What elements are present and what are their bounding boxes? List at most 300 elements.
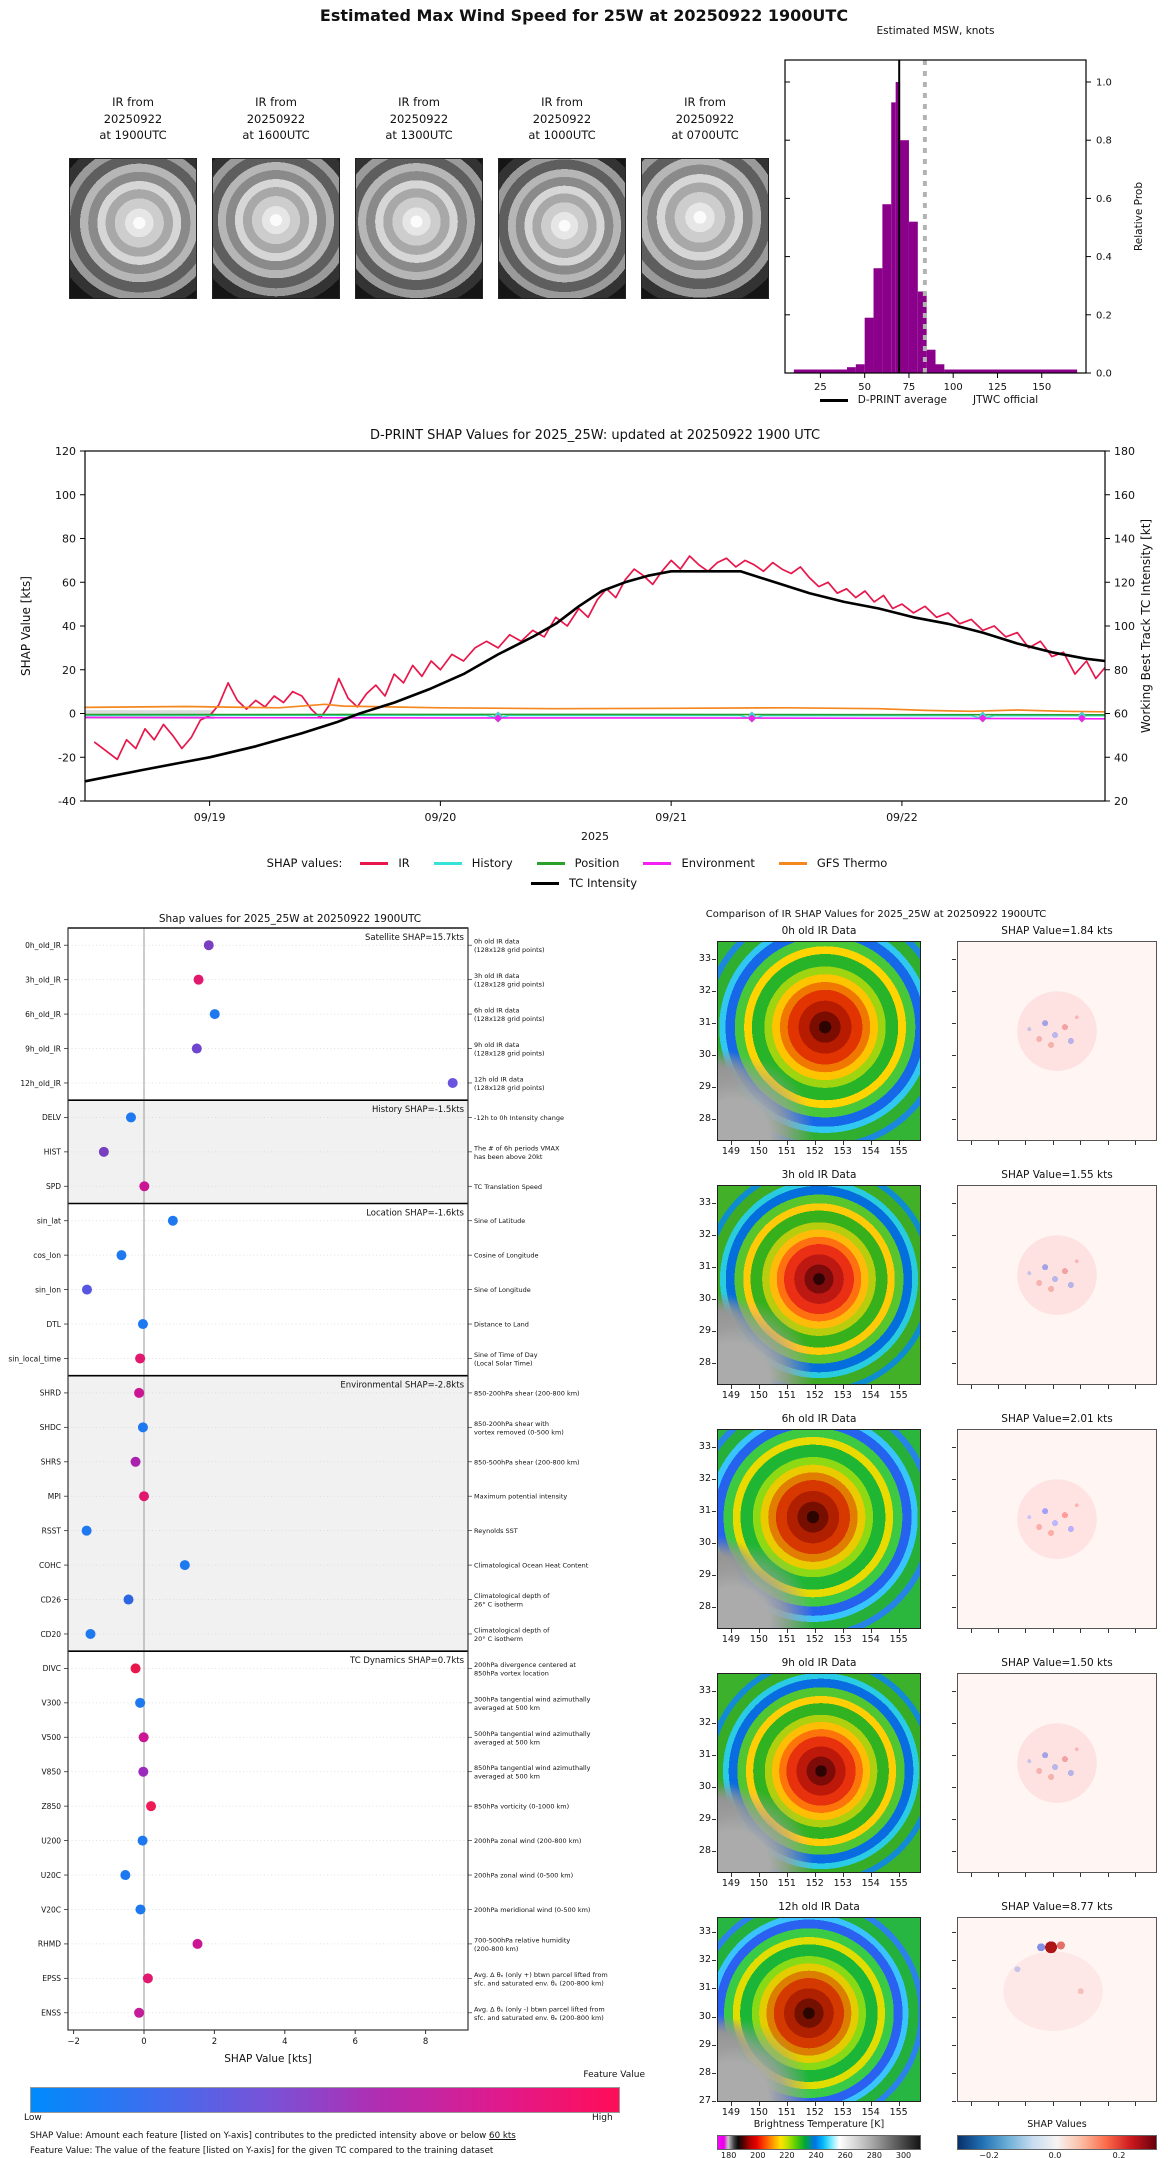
shap-dot (143, 1973, 153, 1983)
feature-description: Avg. Δ θₑ (only +) btwn parcel lifted from (474, 1970, 608, 1979)
shap-lat-tick (952, 1119, 956, 1120)
lat-tick-label: 32 (698, 1472, 711, 1484)
shap-value-footnote-underline: 60 kts (489, 2131, 516, 2141)
x-tick-label: 0 (141, 2037, 147, 2047)
ir-thumbnail-caption-line: at 1900UTC (99, 128, 167, 143)
lat-tick-label: 33 (698, 1684, 711, 1696)
legend-line-sample (434, 862, 462, 865)
shap-dot (448, 1078, 458, 1088)
lat-tick-label: 30 (698, 1292, 711, 1304)
y-tick-label-left: 80 (62, 532, 76, 546)
feature-description: 3h old IR data (474, 972, 520, 981)
feature-label: SPD (45, 1182, 61, 1192)
legend-label: Environment (681, 856, 755, 870)
lon-tick-label: 155 (889, 1146, 908, 1157)
feature-description: (Local Solar Time) (474, 1359, 533, 1368)
shap-lon-tick (1025, 1385, 1026, 1389)
lon-tick (899, 2102, 900, 2106)
feature-label: HIST (43, 1147, 61, 1157)
group-band (68, 1376, 468, 1652)
lon-tick-label: 149 (721, 1390, 741, 1401)
feature-label: U200 (41, 1836, 61, 1846)
y-tick-label-left: -20 (58, 751, 76, 765)
lat-tick (712, 1203, 716, 1204)
ir-data-title: 12h old IR Data (778, 1901, 860, 1913)
shap-lat-tick (952, 1203, 956, 1204)
lon-tick (843, 2102, 844, 2106)
lat-tick-label: 28 (698, 1356, 711, 1368)
y-tick-label: 1.0 (1096, 77, 1112, 89)
lat-tick-label: 31 (698, 1504, 711, 1516)
feature-description: 12h old IR data (474, 1075, 524, 1084)
y-axis-label-right: Working Best Track TC Intensity [kt] (1139, 518, 1153, 734)
feature-description: 700-500hPa relative humidity (474, 1936, 571, 1945)
ir-data-map (717, 1185, 921, 1385)
bt-colorbar (717, 2135, 921, 2150)
feature-description: Cosine of Longitude (474, 1251, 539, 1260)
x-tick-label: 150 (1032, 382, 1052, 393)
lon-tick-label: 154 (861, 1878, 880, 1889)
lon-tick-label: 151 (777, 1878, 796, 1889)
lat-tick (712, 1267, 716, 1268)
y-tick-label-left: -40 (58, 795, 76, 808)
shap-dot (138, 1836, 148, 1846)
ir-data-title: 6h old IR Data (781, 1413, 857, 1425)
ir-thumbnail-caption-line: 20250922 (532, 111, 592, 126)
y-tick-label-right: 20 (1114, 795, 1128, 808)
legend-label: GFS Thermo (816, 856, 888, 870)
group-header: Location SHAP=-1.6kts (366, 1208, 464, 1219)
shap-lat-tick (952, 1932, 956, 1933)
feature-description: (128x128 grid points) (474, 1049, 545, 1058)
feature-description: 850hPa vorticity (0-1000 km) (474, 1802, 570, 1811)
lat-tick (712, 1575, 716, 1576)
shap-dot (210, 1009, 220, 1019)
feature-label: MPI (47, 1492, 61, 1502)
shap-lon-tick (1080, 1873, 1081, 1877)
ir-thumbnail-caption-line: at 0700UTC (671, 128, 739, 143)
shap-value-map (957, 1429, 1157, 1629)
shap-dot (120, 1870, 130, 1880)
lat-tick-label: 28 (698, 1600, 711, 1612)
feature-value-colorbar (30, 2087, 620, 2113)
ir-data-map (717, 1917, 921, 2102)
ir-thumbnail-caption-line: IR from (541, 95, 583, 109)
group-header: Satellite SHAP=15.7kts (365, 933, 464, 943)
feature-description: (200-800 km) (474, 1944, 519, 1953)
lon-tick-label: 153 (833, 1390, 852, 1401)
lat-tick-label: 29 (698, 1568, 711, 1580)
lon-tick (871, 1385, 872, 1389)
lon-tick (787, 1385, 788, 1389)
lat-tick (712, 2017, 716, 2018)
lon-tick-label: 151 (777, 1634, 796, 1645)
shap-timeseries-chart (0, 425, 1168, 855)
lat-tick-label: 30 (698, 2010, 711, 2022)
shap-lon-tick (971, 1385, 972, 1389)
y-tick-label-left: 20 (62, 663, 76, 677)
shap-lon-tick (971, 1873, 972, 1877)
lat-tick (712, 1543, 716, 1544)
shap-dot (192, 1044, 202, 1054)
lat-tick-label: 32 (698, 1228, 711, 1240)
shap-lat-tick (952, 1447, 956, 1448)
ir-thumbnail (498, 94, 626, 299)
feature-label: DTL (46, 1319, 61, 1329)
y-tick-label-right: 160 (1114, 488, 1135, 502)
lon-tick (815, 1873, 816, 1877)
shap-colorbar-label: SHAP Values (1027, 2119, 1087, 2130)
shap-lon-tick (1135, 1629, 1136, 1633)
lon-tick-label: 152 (805, 1146, 824, 1157)
shap-dot (85, 1629, 95, 1639)
shap-map-title: SHAP Value=1.50 kts (1001, 1657, 1113, 1669)
shap-dot (131, 1663, 141, 1673)
ir-satellite-image (212, 158, 340, 299)
ir-thumbnail-caption-line: 20250922 (675, 111, 735, 126)
lon-tick (843, 1141, 844, 1145)
feature-description: 850hPa vortex location (474, 1669, 549, 1678)
lat-tick-label: 28 (698, 1112, 711, 1124)
bt-tick-label: 180 (721, 2151, 737, 2158)
lon-tick-label: 153 (833, 1878, 852, 1889)
lon-tick-label: 155 (889, 1390, 908, 1401)
feature-description: TC Translation Speed (474, 1182, 543, 1191)
shap-lon-tick (1135, 1385, 1136, 1389)
shap-lat-tick (952, 1087, 956, 1088)
lat-tick-label: 32 (698, 984, 711, 996)
lon-tick (731, 1141, 732, 1145)
feature-description: Climatological Ocean Heat Content (474, 1561, 589, 1570)
legend-label: History (471, 856, 513, 870)
shap-map-title: SHAP Value=2.01 kts (1001, 1413, 1113, 1425)
lat-tick (712, 1511, 716, 1512)
feature-label: CD20 (40, 1629, 61, 1639)
shap-lat-tick (952, 1723, 956, 1724)
x-tick-label: 125 (987, 382, 1008, 393)
shap-lon-tick (1108, 1141, 1109, 1145)
shap-lon-tick (1080, 1385, 1081, 1389)
feature-description: Sine of Latitude (474, 1217, 526, 1226)
shap-lat-tick (952, 2073, 956, 2074)
lon-tick (787, 1629, 788, 1633)
ir-thumbnail-caption-line: IR from (684, 95, 726, 109)
x-tick-label: 8 (422, 2037, 429, 2047)
shap-lat-tick (952, 1607, 956, 1608)
shap-lat-tick (952, 1363, 956, 1364)
shap-value-map (957, 1185, 1157, 1385)
feature-label: cos_lon (33, 1250, 61, 1260)
feature-description: has been above 20kt (474, 1152, 543, 1161)
feature-value-footnote: Feature Value: The value of the feature [listed on Y-axis] for the given TC compared to the training dataset (30, 2146, 494, 2156)
shap-lon-tick (1025, 2102, 1026, 2106)
ir-thumbnail-caption-line: 20250922 (246, 111, 306, 126)
shap-lon-tick (1053, 1629, 1054, 1633)
feature-description: 300hPa tangential wind azimuthally (474, 1695, 591, 1704)
lat-tick (712, 1787, 716, 1788)
lat-tick (712, 1331, 716, 1332)
y-tick-label-right: 80 (1114, 663, 1128, 677)
shap-lon-tick (1080, 1629, 1081, 1633)
lat-tick (712, 1819, 716, 1820)
lon-tick (731, 1629, 732, 1633)
shap-lon-tick (1025, 1629, 1026, 1633)
lon-tick (871, 1629, 872, 1633)
lon-tick-label: 149 (721, 1146, 741, 1157)
lon-tick (759, 1629, 760, 1633)
feature-description: Climatological depth of (474, 1592, 550, 1601)
shap-lon-tick (1025, 1873, 1026, 1877)
shap-dotplot-chart (0, 908, 660, 2078)
feature-description: Sine of Time of Day (474, 1350, 538, 1359)
lat-tick (712, 1851, 716, 1852)
lon-tick (815, 1629, 816, 1633)
feature-description: -12h to 0h Intensity change (474, 1113, 564, 1122)
shap-dot (139, 1491, 149, 1501)
feature-label: Z850 (41, 1801, 61, 1811)
feature-label: V20C (41, 1905, 61, 1915)
feature-label: sin_lat (36, 1216, 61, 1226)
y-tick-label-left: 100 (55, 488, 76, 502)
lon-tick (843, 1873, 844, 1877)
lon-tick-label: 153 (833, 1634, 852, 1645)
y-tick-label: 0.8 (1096, 135, 1112, 147)
ir-thumbnail-caption (69, 94, 197, 146)
x-tick-label: 09/22 (886, 811, 918, 824)
y-tick-label-left: 0 (69, 707, 76, 721)
feature-description: Distance to Land (474, 1320, 529, 1329)
shap-lon-tick (971, 1141, 972, 1145)
feature-description: 850hPa tangential wind azimuthally (474, 1764, 591, 1773)
feature-label: COHC (38, 1560, 61, 1570)
page-title: Estimated Max Wind Speed for 25W at 20250922 1900UTC (319, 6, 849, 25)
hist-bar (865, 318, 874, 373)
ir-thumbnail-caption-line: at 1600UTC (242, 128, 310, 143)
shap-dot (99, 1147, 109, 1157)
lon-tick-label: 155 (889, 1878, 908, 1889)
bt-tick-label: 260 (837, 2151, 853, 2158)
lon-tick (759, 1873, 760, 1877)
lon-tick (787, 2102, 788, 2106)
hist-frame (785, 60, 1086, 373)
lat-tick (712, 1235, 716, 1236)
shap-dot (146, 1801, 156, 1811)
shap-lon-tick (1135, 2102, 1136, 2106)
x-tick-label: 2 (211, 2037, 218, 2047)
x-axis-label: 2025 (581, 830, 609, 843)
shap-lat-tick (952, 1575, 956, 1576)
lat-tick-label: 29 (698, 1812, 711, 1824)
ir-satellite-image (498, 158, 626, 299)
lon-tick-label: 150 (749, 1878, 768, 1889)
hist-bar (900, 140, 909, 373)
shap-lat-tick (952, 959, 956, 960)
lat-tick-label: 30 (698, 1048, 711, 1060)
ir-data-title: 0h old IR Data (781, 925, 857, 937)
y-tick-label: 0.4 (1096, 252, 1112, 264)
x-tick-label: 09/19 (193, 811, 226, 824)
lat-tick (712, 1447, 716, 1448)
feature-description: 200hPa meridional wind (0-500 km) (474, 1905, 591, 1914)
lat-tick (712, 1691, 716, 1692)
lat-tick (712, 1479, 716, 1480)
lon-tick (899, 1141, 900, 1145)
ir-thumbnail-caption-line: 20250922 (389, 111, 449, 126)
feature-label: SHRS (40, 1457, 61, 1467)
lon-tick-label: 154 (861, 1146, 880, 1157)
feature-label: 3h_old_IR (25, 975, 61, 985)
shap-lat-tick (952, 1691, 956, 1692)
shap-dot (124, 1595, 134, 1605)
x-tick-label: 09/21 (655, 811, 688, 824)
shap-dot (194, 975, 204, 985)
y-tick-label-left: 40 (62, 620, 76, 633)
lon-tick-label: 150 (749, 1634, 768, 1645)
lon-tick-label: 154 (861, 1634, 880, 1645)
feature-label: sin_lon (35, 1285, 61, 1295)
feature-description: 850-500hPa shear (200-800 km) (474, 1458, 580, 1467)
hist-bar (856, 364, 865, 373)
lon-tick-label: 149 (721, 2107, 741, 2118)
feature-description: Climatological depth of (474, 1626, 550, 1635)
shap-lon-tick (998, 1629, 999, 1633)
hist-bar (882, 204, 891, 373)
legend-label: D-PRINT average (857, 394, 947, 406)
feature-label: U20C (40, 1870, 61, 1880)
shap-dot (138, 1767, 148, 1777)
feature-label: 9h_old_IR (25, 1044, 61, 1054)
feature-label: DIVC (42, 1664, 61, 1674)
bt-colorbar-label: Brightness Temperature [K] (753, 2119, 885, 2130)
hist-bar (936, 364, 945, 373)
lon-tick-label: 151 (777, 1390, 796, 1401)
shap-dot (193, 1939, 203, 1949)
shap-lon-tick (1053, 2102, 1054, 2106)
shap-value-map (957, 1917, 1157, 2102)
lon-tick (731, 1873, 732, 1877)
shap-lon-tick (1053, 1873, 1054, 1877)
shap-lat-tick (952, 2017, 956, 2018)
lon-tick (871, 1141, 872, 1145)
lon-tick (787, 1141, 788, 1145)
shap-lat-tick (952, 1511, 956, 1512)
shap-lat-tick (952, 1055, 956, 1056)
lat-tick-label: 30 (698, 1780, 711, 1792)
lat-tick-label: 33 (698, 952, 711, 964)
lon-tick (731, 1385, 732, 1389)
bt-tick-label: 280 (866, 2151, 882, 2158)
shap-lat-tick (952, 1023, 956, 1024)
hist-bar (847, 367, 856, 373)
lon-tick-label: 153 (833, 2107, 852, 2118)
feature-label: SHDC (39, 1423, 61, 1433)
lon-tick (759, 1141, 760, 1145)
y-tick-label: 0.2 (1096, 310, 1112, 322)
shap-lon-tick (1135, 1141, 1136, 1145)
shap-lon-tick (1053, 1385, 1054, 1389)
lat-tick (712, 991, 716, 992)
ir-thumbnail-caption (498, 94, 626, 146)
lon-tick-label: 154 (861, 2107, 880, 2118)
lon-tick (787, 1873, 788, 1877)
shap-map-title: SHAP Value=1.84 kts (1001, 925, 1113, 937)
shap-lat-tick (952, 991, 956, 992)
lon-tick-label: 153 (833, 1146, 852, 1157)
ir-comparison-panel (584, 905, 1168, 2158)
shap-lon-tick (971, 1629, 972, 1633)
feature-description: 26° C isotherm (474, 1600, 523, 1609)
lon-tick (815, 1385, 816, 1389)
lat-tick-label: 31 (698, 1982, 711, 1994)
timeseries-title: D-PRINT SHAP Values for 2025_25W: updated at 20250922 1900 UTC (369, 428, 821, 443)
lat-tick (712, 1087, 716, 1088)
lat-tick-label: 30 (698, 1536, 711, 1548)
x-axis-label: SHAP Value [kts] (224, 2053, 312, 2065)
lat-tick-label: 29 (698, 1324, 711, 1336)
lon-tick-label: 150 (749, 2107, 768, 2118)
shap-timeseries-legend (0, 856, 1168, 890)
feature-description: (128x128 grid points) (474, 1083, 545, 1092)
feature-value-colorbar-label: Feature Value (583, 2070, 645, 2080)
feature-label: 12h_old_IR (20, 1078, 61, 1088)
ir-thumbnail-caption-line: at 1000UTC (528, 128, 596, 143)
y-tick-label-right: 60 (1114, 707, 1128, 721)
lat-tick (712, 1299, 716, 1300)
feature-value-low-label: Low (24, 2113, 42, 2123)
x-tick-label: 50 (858, 382, 872, 393)
shap-dot (180, 1560, 190, 1570)
ir-thumbnail-caption-line: IR from (398, 95, 440, 109)
lon-tick (871, 1873, 872, 1877)
legend-label: JTWC official (973, 394, 1039, 406)
feature-description: (128x128 grid points) (474, 980, 545, 989)
shap-dot (82, 1285, 92, 1295)
feature-label: DELV (42, 1113, 61, 1123)
shap-lon-tick (998, 2102, 999, 2106)
shap-lat-tick (952, 2045, 956, 2046)
feature-description: 500hPa tangential wind azimuthally (474, 1729, 591, 1738)
legend-line-sample (537, 862, 565, 865)
feature-description: Reynolds SST (474, 1527, 518, 1536)
feature-description: 850-200hPa shear with (474, 1419, 549, 1428)
x-tick-label: 4 (282, 2037, 288, 2047)
feature-label: CD26 (40, 1595, 61, 1605)
lon-tick (815, 2102, 816, 2106)
lat-tick (712, 1755, 716, 1756)
series-Environment (85, 717, 1105, 718)
y-axis-label-left: SHAP Value [kts] (19, 576, 33, 676)
shap-dot (138, 1422, 148, 1432)
feature-label: 6h_old_IR (25, 1009, 61, 1019)
y-tick-label: 0.0 (1096, 368, 1112, 380)
legend-label: Position (574, 856, 620, 870)
shap-dot (135, 1698, 145, 1708)
feature-description: averaged at 500 km (474, 1772, 540, 1781)
lat-tick (712, 2045, 716, 2046)
shap-lat-tick (952, 1755, 956, 1756)
shap-lat-tick (952, 1331, 956, 1332)
shap-dot (139, 1181, 149, 1191)
y-axis-label: Relative Prob (1133, 181, 1145, 252)
shap-value-map (957, 941, 1157, 1141)
legend-line-sample (779, 862, 807, 865)
ir-comparison-title: Comparison of IR SHAP Values for 2025_25W at 20250922 1900UTC (705, 909, 1047, 920)
lon-tick-label: 149 (721, 1634, 741, 1645)
lon-tick (815, 1141, 816, 1145)
feature-label: SHRD (39, 1388, 61, 1398)
feature-description: 200hPa divergence centered at (474, 1660, 576, 1669)
feature-description: (128x128 grid points) (474, 946, 545, 955)
